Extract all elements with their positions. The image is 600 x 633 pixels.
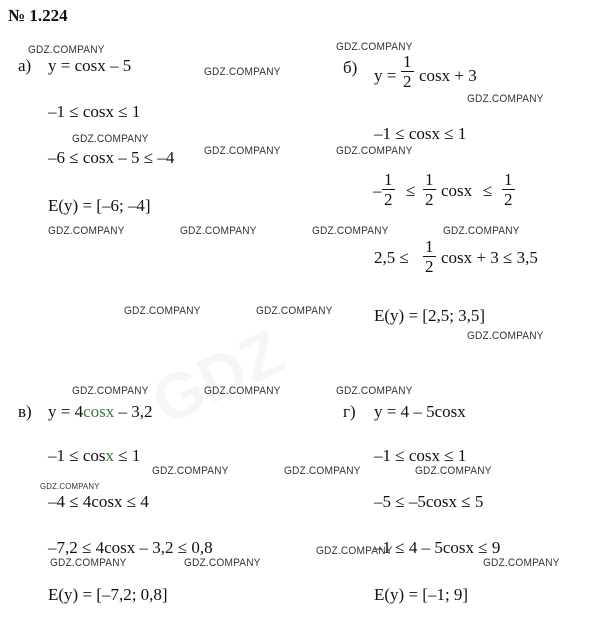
watermark: GDZ.COMPANY [415,465,492,477]
watermark: GDZ.COMPANY [204,385,281,397]
problem-number: № 1.224 [8,6,68,25]
watermark: GDZ.COMPANY [336,41,413,53]
part-b-line2-leq1: ≤ [406,181,416,200]
watermark: GDZ.COMPANY [72,385,149,397]
watermark: GDZ.COMPANY [467,93,544,105]
watermark: GDZ.COMPANY [180,225,257,237]
fraction-denominator: 2 [403,72,412,91]
part-g-line1: –1 ≤ cosx ≤ 1 [374,446,467,465]
watermark: GDZ.COMPANY [72,133,149,145]
watermark: GDZ.COMPANY [184,557,261,569]
watermark: GDZ.COMPANY [204,66,281,78]
part-a-line2: –6 ≤ cosx – 5 ≤ –4 [48,148,175,167]
part-b-line2-frac-left [382,170,395,209]
part-b-line2-cosx: cosx [441,181,473,200]
watermark: GDZ.COMPANY [443,225,520,237]
part-b-line3-frac [423,237,436,276]
part-v-l1-mid: s [98,446,106,465]
watermark: GDZ.COMPANY [28,44,105,56]
part-v-l1-pre: –1 ≤ co [48,446,99,465]
part-b-line2-leq2: ≤ [483,181,493,200]
part-b-fraction-half [401,52,414,91]
part-b-line2-frac-right [502,170,515,209]
part-v-l1-post: ≤ 1 [114,446,141,465]
fraction-denominator: 2 [425,257,434,276]
fraction-numerator: 1 [425,170,434,189]
watermark: GDZ.COMPANY [48,225,125,237]
part-v-line3: –7,2 ≤ 4cosx – 3,2 ≤ 0,8 [48,538,213,557]
watermark: GDZ.COMPANY [152,465,229,477]
background-watermark [141,315,295,439]
watermark: GDZ.COMPANY [316,545,393,557]
part-a-line1: –1 ≤ cosx ≤ 1 [48,102,141,121]
part-v-func-cos: cosx [83,402,115,421]
part-v-func-post: – 3,2 [114,402,153,421]
part-v-function [48,402,153,422]
fraction-denominator: 2 [504,190,513,209]
watermark: GDZ.COMPANY [467,330,544,342]
watermark: GDZ.COMPANY [483,557,560,569]
part-a-answer: E(y) = [–6; –4] [48,196,151,215]
fraction-numerator: 1 [504,170,513,189]
fraction-denominator: 2 [384,190,393,209]
part-b-func-prefix: y = [374,66,397,85]
fraction-numerator: 1 [403,52,412,71]
part-b-func-suffix: cosx + 3 [419,66,477,85]
part-a-label: а) [18,56,32,75]
part-g-line2: –5 ≤ –5cosx ≤ 5 [374,492,484,511]
watermark: GDZ.COMPANY [312,225,389,237]
part-v-line2: –4 ≤ 4cosx ≤ 4 [48,492,149,511]
part-g-line3: –1 ≤ 4 – 5cosx ≤ 9 [374,538,501,557]
watermark: GDZ.COMPANY [256,305,333,317]
part-v-line1 [48,446,140,466]
part-b-line1: –1 ≤ cosx ≤ 1 [374,124,467,143]
part-v-label: в) [18,402,32,421]
watermark: GDZ.COMPANY [284,465,361,477]
part-b-line3-prefix: 2,5 ≤ [374,248,409,267]
part-b-line2-minus: – [373,181,382,200]
part-g-label: г) [343,402,356,421]
part-g-function: y = 4 – 5cosx [374,402,466,421]
part-a-function: y = cosx – 5 [48,56,132,75]
watermark: GDZ.COMPANY [124,305,201,317]
watermark: GDZ.COMPANY [336,145,413,157]
part-g-answer: E(y) = [–1; 9] [374,585,469,604]
part-v-func-pre: y = 4 [48,402,84,421]
watermark: GDZ.COMPANY [204,145,281,157]
fraction-numerator: 1 [384,170,393,189]
part-v-answer: E(y) = [–7,2; 0,8] [48,585,168,604]
part-b-answer: E(y) = [2,5; 3,5] [374,306,486,325]
fraction-numerator: 1 [425,237,434,256]
watermark: GDZ.COMPANY [50,557,127,569]
watermark: GDZ.COMPANY [40,481,100,491]
part-b-line2-frac-mid [423,170,436,209]
fraction-denominator: 2 [425,190,434,209]
part-b-label: б) [343,58,358,77]
part-v-l1-x: x [105,446,115,465]
part-b-line3-suffix: cosx + 3 ≤ 3,5 [441,248,538,267]
watermark: GDZ.COMPANY [336,385,413,397]
